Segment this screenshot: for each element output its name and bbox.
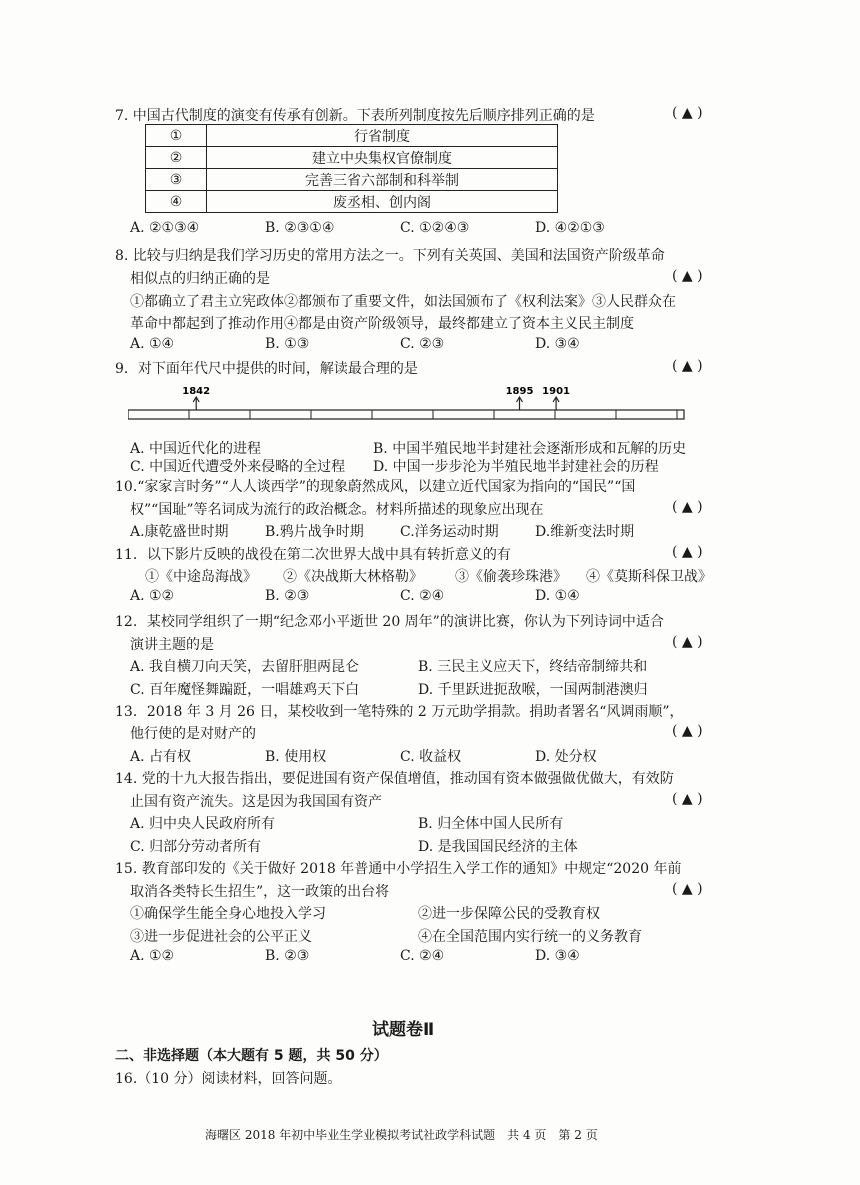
table-cell-text: 建立中央集权官僚制度 <box>207 147 558 169</box>
q11-item-2: ②《决战斯大林格勒》 <box>283 569 423 585</box>
table-cell-num: ② <box>146 147 207 169</box>
table-cell-num: ① <box>146 125 207 147</box>
q11-answer-mark: ( ▲ ) <box>672 544 703 560</box>
table-row <box>146 147 558 169</box>
q8-option-c: C. ②③ <box>400 336 445 352</box>
q12-option-d: D. 千里跃进扼敌喉，一国两制港澳归 <box>418 682 648 698</box>
timeline-year-marks <box>182 386 570 410</box>
q8-option-b: B. ①③ <box>265 336 310 352</box>
table-row <box>146 169 558 191</box>
q7-option-c: C. ①②④③ <box>400 220 470 236</box>
timeline-bar <box>128 410 684 419</box>
q13-line1: 13．2018 年 3 月 26 日，某校收到一笔特殊的 2 万元助学捐款。捐助者署名“风调雨顺”， <box>115 704 684 720</box>
q8-answer-mark: ( ▲ ) <box>672 268 703 284</box>
q13-option-b: B. 使用权 <box>265 749 327 765</box>
q12-option-c: C. 百年魔怪舞蹁跹，一唱雄鸡天下白 <box>130 682 360 698</box>
q11-stem: 11．以下影片反映的战役在第二次世界大战中具有转折意义的有 <box>115 547 511 563</box>
q7-option-d: D. ④②①③ <box>535 220 605 236</box>
q9-option-d: D. 中国一步步沦为半殖民地半封建社会的历程 <box>373 459 659 475</box>
q14-option-d: D. 是我国国民经济的主体 <box>418 839 578 855</box>
timeline-year-label: 1895 <box>505 386 534 397</box>
q15-item-4: ④在全国范围内实行统一的义务教育 <box>418 929 642 945</box>
table-cell-text: 完善三省六部制和科举制 <box>207 169 558 191</box>
q10-option-b: B.鸦片战争时期 <box>265 524 364 540</box>
timeline-year-1842 <box>182 386 210 410</box>
q9-option-a: A. 中国近代化的进程 <box>130 441 262 457</box>
q9-stem: 9．对下面年代尺中提供的时间，解读最合理的是 <box>115 361 418 377</box>
table-row <box>146 125 558 147</box>
q10-line2: 权”“国耻”等名词成为流行的政治概念。材料所描述的现象应出现在 <box>130 502 544 518</box>
q10-line1: 10.“家家言时务”“人人谈西学”的现象蔚然成风，以建立近代国家为指向的“国民”“国 <box>115 479 636 495</box>
q8-line4: 革命中都起到了推动作用④都是由资产阶级领导，最终都建立了资本主义民主制度 <box>130 316 634 332</box>
timeline-year-label: 1842 <box>182 386 211 397</box>
part2-title: 试题卷Ⅱ <box>372 1020 435 1040</box>
q13-option-d: D. 处分权 <box>535 749 597 765</box>
q7-stem: 7. 中国古代制度的演变有传承有创新。下表所列制度按先后顺序排列正确的是 <box>115 108 595 124</box>
q7-answer-mark: ( ▲ ) <box>672 105 703 121</box>
q9-answer-mark: ( ▲ ) <box>672 358 703 374</box>
q8-line3: ①都确立了君主立宪政体②都颁布了重要文件，如法国颁布了《权利法案》③人民群众在 <box>130 294 676 310</box>
table-cell-num: ④ <box>146 191 207 213</box>
q12-answer-mark: ( ▲ ) <box>672 634 703 650</box>
q13-option-a: A. 占有权 <box>130 749 192 765</box>
page-footer: 海曙区 2018 年初中毕业生学业模拟考试社政学科试题 共 4 页 第 2 页 <box>205 1128 598 1142</box>
q11-option-a: A. ①② <box>130 588 175 604</box>
timeline-year-1901 <box>542 386 570 410</box>
q15-option-c: C. ②④ <box>400 948 445 964</box>
q15-item-3: ③进一步促进社会的公平正义 <box>130 929 312 945</box>
q7-system-table <box>145 124 558 213</box>
q14-line1: 14. 党的十九大报告指出，要促进国有资产保值增值，推动国有资本做强做优做大，有效防 <box>115 771 674 787</box>
q14-option-c: C. 归部分劳动者所有 <box>130 839 262 855</box>
q16-stem: 16.（10 分）阅读材料，回答问题。 <box>115 1071 342 1087</box>
q13-option-c: C. 收益权 <box>400 749 462 765</box>
q15-line2: 取消各类特长生招生”，这一政策的出台将 <box>130 884 390 900</box>
section-heading: 二、非选择题（本大题有 5 题，共 50 分） <box>115 1048 388 1064</box>
q14-option-a: A. 归中央人民政府所有 <box>130 816 276 832</box>
q8-option-d: D. ③④ <box>535 336 580 352</box>
q11-option-b: B. ②③ <box>265 588 310 604</box>
q15-option-d: D. ③④ <box>535 948 580 964</box>
q11-item-4: ④《莫斯科保卫战》 <box>586 569 712 585</box>
q9-option-c: C. 中国近代遭受外来侵略的全过程 <box>130 459 346 475</box>
timeline-ticks <box>189 410 677 419</box>
q15-line1: 15. 教育部印发的《关于做好 2018 年普通中小学招生入学工作的通知》中规定“2020 年前 <box>115 861 682 877</box>
q11-item-3: ③《偷袭珍珠港》 <box>455 569 567 585</box>
q14-line2: 止国有资产流失。这是因为我国国有资产 <box>130 794 382 810</box>
q15-answer-mark: ( ▲ ) <box>672 881 703 897</box>
q7-option-b: B. ②③①④ <box>265 220 335 236</box>
q15-item-1: ①确保学生能全身心地投入学习 <box>130 906 326 922</box>
table-cell-text: 行省制度 <box>207 125 558 147</box>
q9-timeline <box>128 380 688 440</box>
q15-item-2: ②进一步保障公民的受教育权 <box>418 906 600 922</box>
q7-option-a: A. ②①③④ <box>130 220 200 236</box>
q15-option-a: A. ①② <box>130 948 175 964</box>
q10-answer-mark: ( ▲ ) <box>672 499 703 515</box>
q12-line2: 演讲主题的是 <box>130 637 214 653</box>
q13-answer-mark: ( ▲ ) <box>672 723 703 739</box>
q8-line2: 相似点的归纳正确的是 <box>130 271 270 287</box>
q9-option-b: B. 中国半殖民地半封建社会逐渐形成和瓦解的历史 <box>373 441 687 457</box>
timeline-year-label: 1901 <box>542 386 571 397</box>
timeline-year-1895 <box>506 386 534 410</box>
table-cell-num: ③ <box>146 169 207 191</box>
q8-line1: 8. 比较与归纳是我们学习历史的常用方法之一。下列有关英国、美国和法国资产阶级革命 <box>115 248 665 264</box>
table-cell-text: 废丞相、创内阁 <box>207 191 558 213</box>
q12-option-b: B. 三民主义应天下，终结帝制缔共和 <box>418 659 648 675</box>
q13-line2: 他行使的是对财产的 <box>130 726 256 742</box>
q11-item-1: ①《中途岛海战》 <box>145 569 257 585</box>
q10-option-d: D.维新变法时期 <box>535 524 635 540</box>
q11-option-d: D. ①④ <box>535 588 580 604</box>
q15-option-b: B. ②③ <box>265 948 310 964</box>
q8-option-a: A. ①④ <box>130 336 175 352</box>
q12-line1: 12．某校同学组织了一期“纪念邓小平逝世 20 周年”的演讲比赛，你认为下列诗词中适合 <box>115 614 664 630</box>
q10-option-c: C.洋务运动时期 <box>400 524 499 540</box>
q11-option-c: C. ②④ <box>400 588 445 604</box>
q14-option-b: B. 归全体中国人民所有 <box>418 816 564 832</box>
q12-option-a: A. 我自横刀向天笑，去留肝胆两昆仑 <box>130 659 360 675</box>
q10-option-a: A.康乾盛世时期 <box>130 524 229 540</box>
q14-answer-mark: ( ▲ ) <box>672 791 703 807</box>
table-row <box>146 191 558 213</box>
